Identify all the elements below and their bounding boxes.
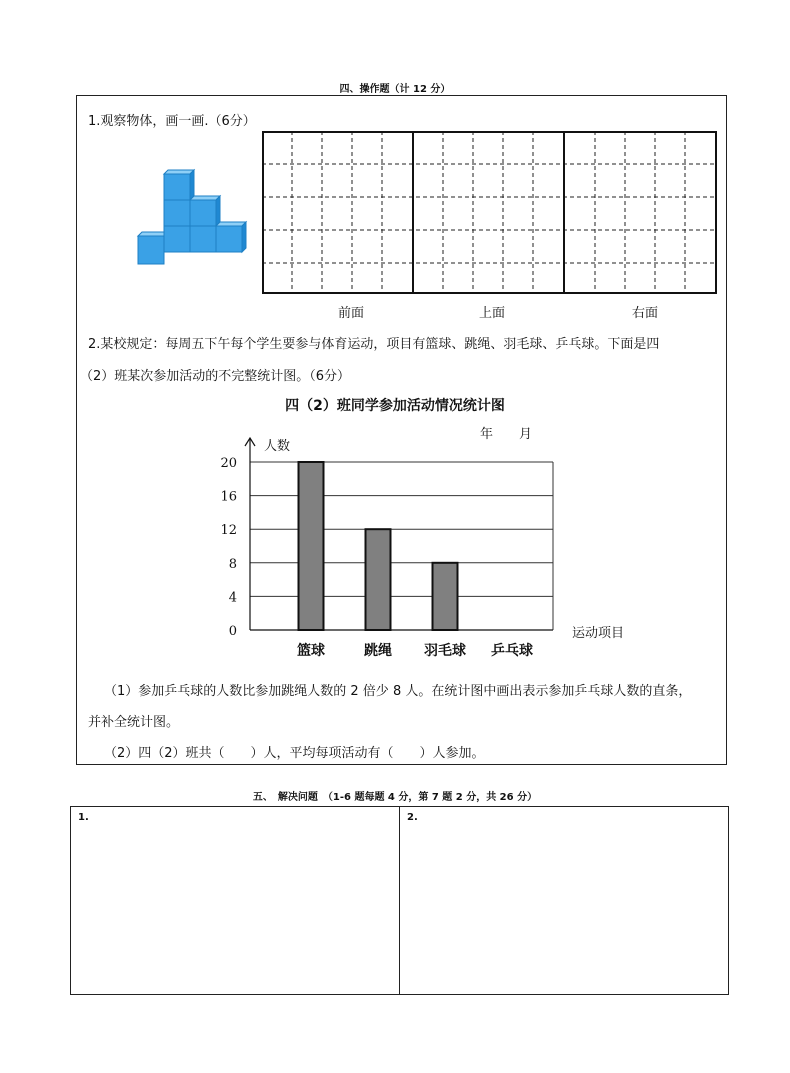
bar-3 (433, 563, 458, 630)
y-tick-label: 8 (228, 556, 237, 572)
y-tick-label: 4 (228, 590, 237, 606)
view-label-top: 上面 (479, 306, 506, 321)
q1-text: 1.观察物体，画一画.（6分） (88, 114, 256, 129)
answer-cell-1-label: 1. (78, 812, 89, 823)
chart-title: 四（2）班同学参加活动情况统计图 (285, 398, 505, 414)
y-tick-label: 16 (220, 489, 237, 505)
y-tick-label: 0 (228, 624, 237, 639)
activity-bar-chart (220, 430, 640, 665)
x-category-label: 乒乓球 (491, 643, 533, 659)
y-tick-label: 20 (220, 456, 237, 471)
cube-figure (128, 166, 248, 274)
q2-sub1-line1: （1）参加乒乓球的人数比参加跳绳人数的 2 倍少 8 人。在统计图中画出表示参加乒乓球人数的直条， (104, 684, 692, 699)
y-axis-label: 人数 (264, 439, 291, 454)
view-label-right: 右面 (632, 306, 659, 321)
x-axis-label: 运动项目 (572, 626, 625, 641)
bar-2 (366, 529, 391, 630)
x-category-label: 跳绳 (364, 643, 392, 659)
section4-heading: 四、操作题（计 12 分） (339, 84, 451, 95)
section5-heading: 五、 解决问题 （1-6 题每题 4 分，第 7 题 2 分，共 26 分） (252, 792, 538, 803)
view-grids (262, 131, 718, 295)
bar-1 (299, 462, 324, 630)
x-category-label: 篮球 (297, 643, 325, 659)
y-tick-label: 12 (220, 523, 237, 539)
section5-divider (399, 806, 400, 995)
x-category-label: 羽毛球 (424, 643, 466, 659)
q2-text-line2: （2）班某次参加活动的不完整统计图。（6分） (80, 369, 351, 384)
q2-sub2: （2）四（2）班共（ ）人，平均每项活动有（ ）人参加。 (104, 746, 485, 761)
answer-cell-2-label: 2. (407, 812, 418, 823)
q2-sub1-line2: 并补全统计图。 (88, 715, 180, 730)
chart-date-label: 年 月 (480, 427, 533, 442)
q2-text-line1: 2.某校规定：每周五下午每个学生要参与体育运动，项目有篮球、跳绳、羽毛球、乒乓球。下面是四 (88, 337, 660, 352)
view-label-front: 前面 (338, 306, 365, 321)
